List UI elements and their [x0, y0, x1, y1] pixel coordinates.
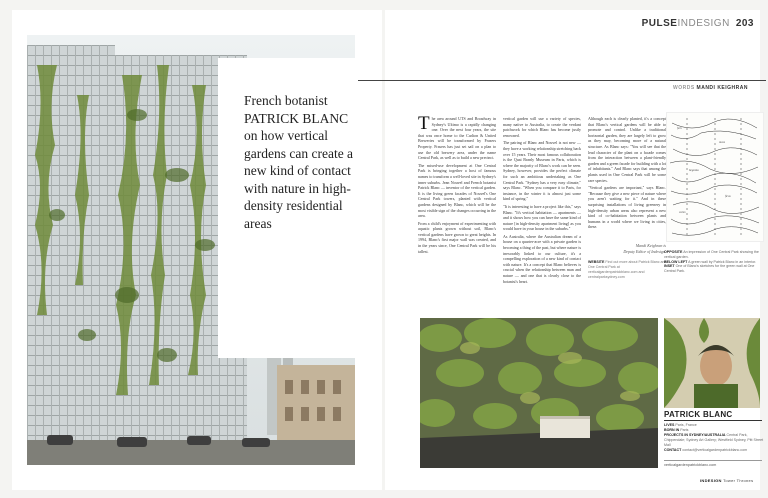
botanical-sketch-image: [666, 112, 764, 242]
caption-inset-text: One of Blanc's sketches for the green wall at One Central Park.: [664, 264, 755, 274]
page-number: 203: [735, 18, 754, 29]
website-note: [588, 260, 668, 280]
profile-details: [664, 423, 764, 453]
profile-rule: [664, 420, 762, 421]
col2-para-4: As Australia, where the Australian dream of a house on a quarter-acre with a private garden is becoming a thing of the past, but where nature is inexorably linked to our culture, it's a compelling exploration of a new kind of contact with nature. It's a concept that Blanc believes is crucial when the relationship between man and nature — and one that is clearly close to the botanist's heart.: [503, 233, 581, 284]
col2-para-3: "It is interesting to have a project like this," says Blanc. "It's vertical habitation — apartments — and it shows how you can have the same kind of nature [in high-density apartment living] as you would have in your house in the suburbs.": [503, 203, 581, 232]
article-column-1: [418, 113, 496, 256]
projects-label: PROJECTS IN SYDNEY/AUSTRALIA: [664, 433, 726, 437]
svg-text:carex: carex: [679, 210, 686, 214]
byline: [673, 85, 748, 91]
col1-para-1: he area around UTS and Broadway in Sydney's Ultimo is a rapidly changing one. Over the next four years, the site that was once home to the Carlton & United Breweries will be transformed by Frasers Property. Frasers has just set sail on a plan to use the old brewery area, under the name Central Park, as well as to build a new precinct.: [418, 116, 496, 161]
page-footer: [700, 478, 753, 483]
sketch-illustration: [667, 113, 763, 241]
article-column-2: [503, 116, 581, 286]
article-headline: French botanist PATRICK BLANC on how vertical gardens can create a new kind of contact with nature in high-density residential areas: [244, 93, 354, 231]
lives-value: Paris, France: [675, 423, 697, 427]
profile-name: PATRICK BLANC: [664, 410, 733, 419]
projects-value: Central Park, Chippendale; Sydney Art Gallery; Westfield Sydney, Pitt Street Mall: [664, 433, 764, 447]
caption-below-label: BELOW LEFT: [664, 259, 688, 264]
signature-name: Mandi Keighran is: [635, 243, 666, 248]
footer-brand: INDESIGN: [700, 478, 722, 483]
born-label: BORN IN: [664, 428, 680, 432]
running-header: [642, 18, 754, 29]
svg-text:begonia: begonia: [689, 168, 699, 172]
col2-para-1: vertical garden will use a variety of species, many native to Australia, to create the verdant patchwork for which Blanc has become justly renowned.: [503, 116, 581, 138]
patrick-blanc-portrait: [664, 318, 760, 408]
article-column-3: [588, 116, 666, 232]
col3-para-2: "Vertical gardens are important," says Blanc. "Because they give a new piece of nature where you aren't waiting for it." And in these surprising installations of living greenery in high-density urban areas also represent a new kind of co-habitation between plants and humans in a world where we living in cities, these.: [588, 185, 666, 230]
profile-url: verticalgardenpatrickblanc.com: [664, 460, 762, 467]
col3-para-1: Although each is clearly planted, it's a concept that Blanc's vertical gardens will be able to promote and control. Unlike a traditional horizontal garden, they are largely left to grow as they may, becoming more of a natural structure. As Blanc says: "You will see that the lead character of the plant on a facade comes from the interaction between a plant-friendly garden and a green facade for building with a lot of inhabitants." And Blanc says that among the plants used in One Central Park will be some rare species.: [588, 116, 666, 183]
col1-para-2: The mixed-use development at One Central Park is bringing together a host of famous names to transform a well-loved site in Sydney's inner suburbs. Jean Nouvel and French botanist Patrick Blanc — inventor of the vertical garden. It is the living green facades of Nouvel's One Central Park towers, planted with vertical gardens designed by Blanc, which will be the most visible sign of the changes occurring in the area.: [418, 162, 496, 219]
drop-cap: T: [418, 113, 430, 134]
footer-text: Tower Thrones: [723, 478, 754, 483]
born-value: Paris: [680, 428, 689, 432]
byline-label: WORDS: [672, 85, 695, 91]
col2-para-2: The pairing of Blanc and Nouvel is not new — they have a working relationship stretching back over 15 years. Their most famous collaboration is the Quai Branly Museum in Paris, which is where the majority of Blanc's work can be seen. Sydney, however, provides the perfect climate for such an ambitious undertaking as One Central Park. "Sydney has a very easy climate," says Blanc. "When you compare it to Paris, for instance, in the winter it is almost just some kind of spring.": [503, 140, 581, 202]
website-text: Find out more about Patrick Blanc and One Central Park at verticalgardenpatrickblanc.com and centralparksydney.com: [588, 260, 667, 279]
author-signature: [588, 243, 666, 254]
photo-captions: [664, 250, 764, 274]
header-brand: PULSE: [641, 18, 678, 29]
caption-opposite-text: An impression of One Central Park showing the vertical garden.: [664, 250, 759, 259]
svg-text:ficus: ficus: [725, 194, 731, 198]
header-section: INDESIGN: [677, 18, 730, 29]
contact-value: contact@verticalgardenpatrickblanc.com: [682, 448, 748, 452]
interior-illustration: [420, 318, 658, 468]
col1-para-3: From a child's enjoyment of experimenting with aquatic plants grown without soil, Blanc's vertical gardens have grown to great heights. In 1994, Blanc's first major wall was created, and in the years since, One Central Park will be his tallest.: [418, 220, 496, 254]
caption-inset-label: INSET: [664, 264, 675, 269]
interior-green-wall-photo: [420, 318, 658, 468]
caption-below-text: A green wall by Patrick Blanc in an interior.: [688, 259, 757, 264]
contact-label: CONTACT: [664, 448, 682, 452]
website-label: WEBSITE: [588, 260, 605, 264]
svg-text:moss: moss: [719, 140, 726, 144]
lives-label: LIVES: [664, 423, 675, 427]
portrait-illustration: [664, 318, 760, 408]
svg-text:fern: fern: [677, 126, 682, 130]
signature-role: Deputy Editor of Indesign.: [623, 248, 666, 254]
byline-author: MANDI KEIGHRAN: [696, 85, 748, 91]
caption-opposite-label: OPPOSITE: [664, 250, 683, 254]
